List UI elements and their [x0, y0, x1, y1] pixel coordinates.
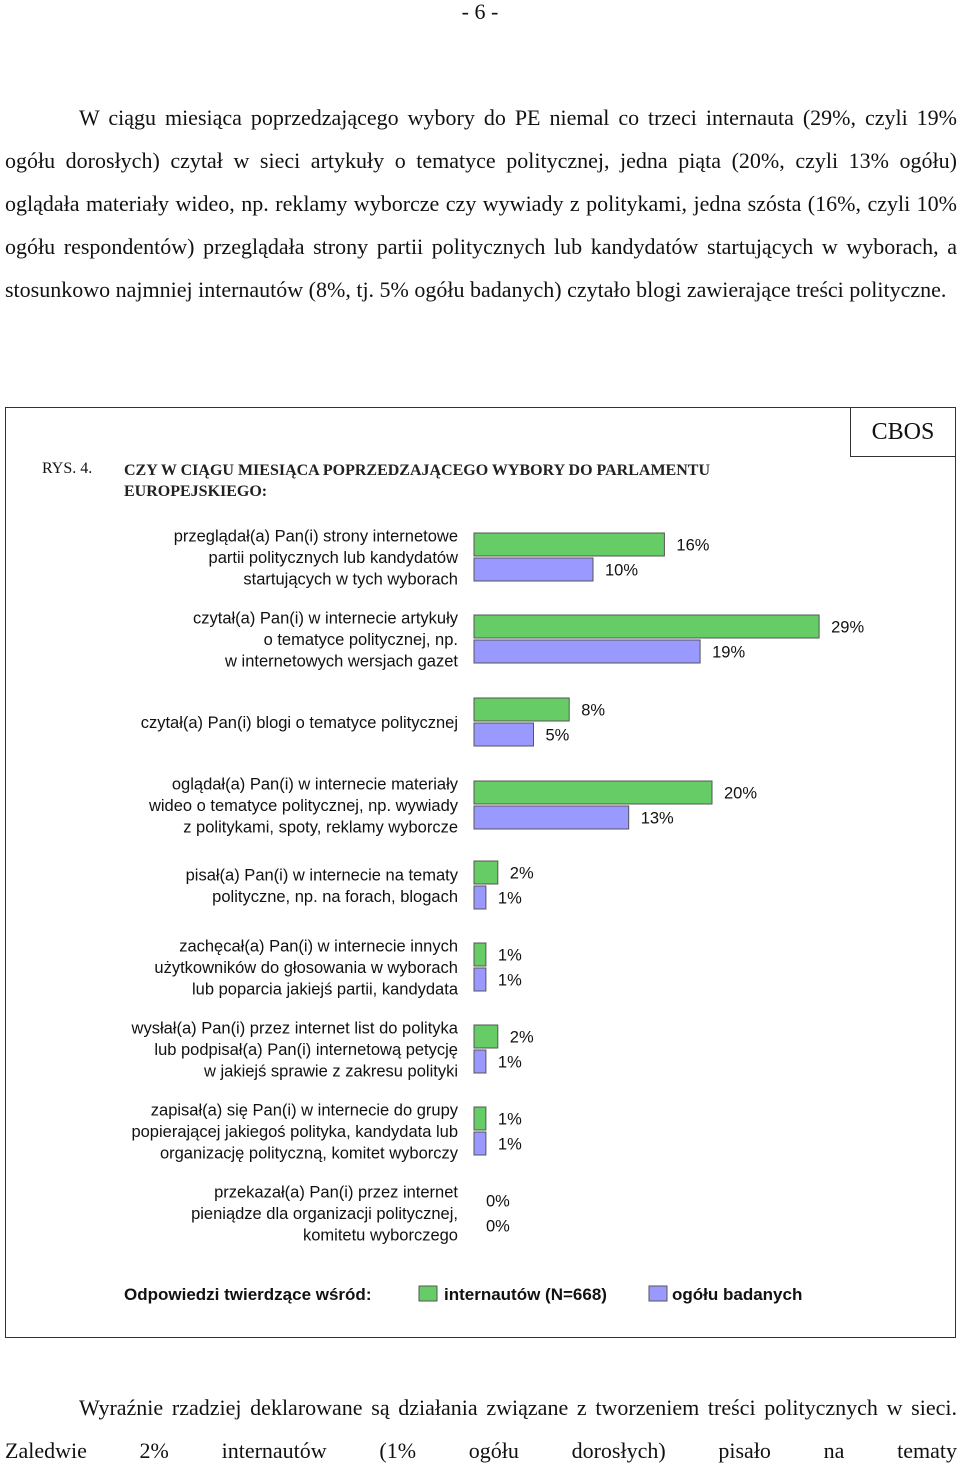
data-label: 19%: [712, 643, 746, 662]
data-label: 8%: [581, 701, 606, 720]
bar-internet-users: [474, 861, 498, 884]
data-label: 16%: [676, 536, 710, 555]
data-label: 1%: [497, 971, 522, 990]
data-label: 5%: [545, 726, 570, 745]
bar-all-respondents: [474, 640, 700, 663]
category-label: przekazał(a) Pan(i) przez internet: [214, 1183, 458, 1202]
data-label: 1%: [497, 946, 522, 965]
bar-all-respondents: [474, 558, 593, 581]
bar-chart: [6, 408, 954, 1336]
category-label: użytkowników do głosowania w wyborach: [154, 959, 458, 977]
category-label: zapisał(a) się Pan(i) w internecie do grupy: [150, 1101, 458, 1120]
bar-all-respondents: [474, 806, 629, 829]
figure-label: RYS. 4.: [42, 460, 93, 477]
data-label: 10%: [605, 561, 639, 580]
category-label: zachęcał(a) Pan(i) w internecie innych: [179, 937, 458, 956]
bar-all-respondents: [474, 1132, 486, 1155]
bar-all-respondents: [474, 723, 534, 746]
category-label: czytał(a) Pan(i) w internecie artykuły: [193, 609, 458, 628]
data-label: 1%: [497, 1110, 522, 1129]
data-label: 1%: [497, 889, 522, 908]
legend-swatch-all-respondents: [649, 1286, 667, 1301]
bar-internet-users: [474, 698, 569, 721]
category-label: lub podpisał(a) Pan(i) internetową petycję: [154, 1041, 458, 1059]
intro-paragraph: [5, 96, 957, 311]
category-label: czytał(a) Pan(i) blogi o tematyce politycznej: [140, 714, 458, 732]
data-label: 1%: [497, 1135, 522, 1154]
source-badge: CBOS: [850, 407, 956, 457]
legend-label-all-respondents: ogółu badanych: [672, 1285, 803, 1304]
category-label: komitetu wyborczego: [303, 1226, 458, 1245]
category-label: wysłał(a) Pan(i) przez internet list do polityka: [131, 1019, 458, 1038]
figure-title: CZY W CIĄGU MIESIĄCA POPRZEDZAJĄCEGO WYBORY DO PARLAMENTU EUROPEJSKIEGO:: [124, 462, 711, 500]
legend-title: Odpowiedzi twierdzące wśród:: [124, 1285, 372, 1304]
category-label: o tematyce politycznej, np.: [263, 631, 458, 649]
data-label: 13%: [640, 809, 674, 828]
category-label: pisał(a) Pan(i) w internecie na tematy: [185, 866, 458, 885]
category-label: przeglądał(a) Pan(i) strony internetowe: [173, 527, 458, 546]
category-label: startujących w tych wyborach: [243, 570, 458, 589]
category-label: polityczne, np. na forach, blogach: [212, 887, 458, 906]
intro-paragraph-text: W ciągu miesiąca poprzedzającego wybory do PE niemal co trzeci internauta (29%, czyli 19% ogółu dorosłych) czytał w sieci artykuły o tematyce politycznej, jedna piąta (20%, czyli 13% ogółu) oglądała materiały wideo, np. reklamy wyborcze czy wywiady z politykami, jedna szósta (16%, czyli 10% ogółu respondentów) przeglądała strony partii politycznych lub kandydatów startujących w wyborach, a stosunkowo najmniej internautów (8%, tj. 5% ogółu badanych) czytało blogi zawierające treści polityczne.: [5, 105, 957, 302]
category-label: wideo o tematyce politycznej, np. wywiady: [148, 797, 458, 815]
category-label: popierającej jakiegoś polityka, kandydata lub: [131, 1123, 458, 1141]
data-label: 2%: [509, 864, 534, 883]
bar-all-respondents: [474, 1050, 486, 1073]
data-label: 20%: [724, 784, 758, 803]
category-label: partii politycznych lub kandydatów: [208, 549, 458, 567]
data-label: 1%: [497, 1053, 522, 1072]
category-label: w jakiejś sprawie z zakresu polityki: [203, 1062, 458, 1081]
data-label: 0%: [486, 1192, 510, 1211]
category-label: pieniądze dla organizacji politycznej,: [191, 1205, 458, 1223]
bar-internet-users: [474, 943, 486, 966]
figure-frame: [5, 407, 956, 1338]
bar-internet-users: [474, 781, 712, 804]
bar-all-respondents: [474, 968, 486, 991]
category-label: organizację polityczną, komitet wyborczy: [159, 1144, 458, 1163]
data-label: 2%: [509, 1028, 534, 1047]
closing-paragraph-text: Wyraźnie rzadziej deklarowane są działania związane z tworzeniem treści politycznych w sieci. Zaledwie 2% internautów (1% ogółu dorosłych) pisało na tematy: [5, 1395, 957, 1463]
page-number: - 6 -: [461, 0, 499, 24]
legend-swatch-internet-users: [419, 1286, 437, 1301]
data-label: 29%: [831, 618, 865, 637]
bar-internet-users: [474, 1107, 486, 1130]
legend-label-internet-users: internautów (N=668): [444, 1285, 607, 1304]
bar-internet-users: [474, 533, 664, 556]
category-label: w internetowych wersjach gazet: [225, 652, 458, 671]
data-label: 0%: [486, 1217, 510, 1236]
category-label: lub poparcia jakiejś partii, kandydata: [192, 980, 458, 999]
category-label: z politykami, spoty, reklamy wyborcze: [183, 818, 458, 837]
closing-paragraph: [5, 1386, 957, 1472]
bar-internet-users: [474, 615, 819, 638]
bar-internet-users: [474, 1025, 498, 1048]
bar-all-respondents: [474, 886, 486, 909]
category-label: oglądał(a) Pan(i) w internecie materiały: [171, 775, 458, 794]
